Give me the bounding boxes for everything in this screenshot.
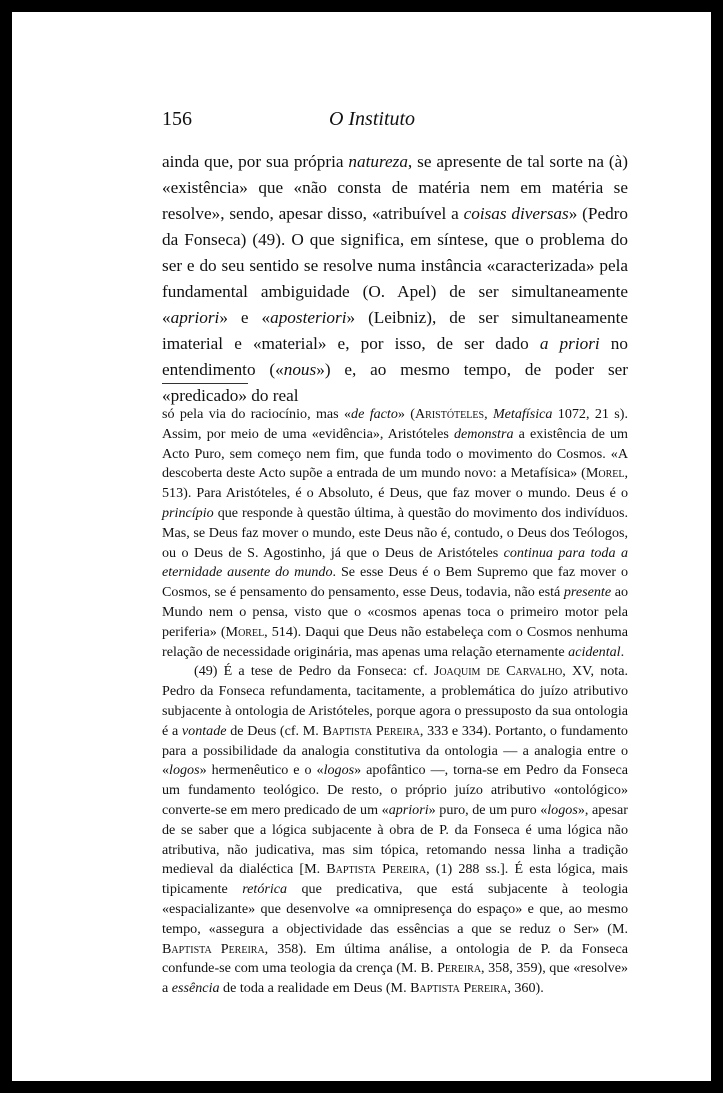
footnotes xyxy=(162,405,628,999)
footnote-48-continuation: só pela via do raciocínio, mas «de facto» (Aristóteles, Metafísica 1072, 21 s). Assim, por meio de uma «evidência», Aristóteles demonstra a existência de um Acto Puro, sem começo nem fim, que funda todo o movimento do Cosmos. «A descoberta deste Acto supõe a entrada de um mundo novo: a Metafísica» (Morel, 513). Para Aristóteles, é o Absoluto, é Deus, que faz mover o mundo. Deus é o princípio que responde à questão última, à questão do movimento dos indivíduos. Mas, se Deus faz mover o mundo, este Deus não é, contudo, o Deus dos Teólogos, ou o Deus de S. Agostinho, já que o Deus de Aristóteles continua para toda a eternidade ausente do mundo. Se esse Deus é o Bem Supremo que faz mover o Cosmos, se é pensamento do pensamento, esse Deus, todavia, não está presente ao Mundo nem o pensa, visto que o «cosmos apenas toca o primeiro motor pela periferia» (Morel, 514). Daqui que Deus não estabeleça com o Cosmos nenhuma relação de necessidade originária, mas apenas uma relação eternamente acidental. xyxy=(162,406,628,660)
footnote-49: (49) É a tese de Pedro da Fonseca: cf. Joaquim de Carvalho, XV, nota. Pedro da Fonseca refundamenta, tacitamente, a problemática do juízo atributivo subjacente à ontologia de Aristóteles, porque agora o pressuposto da sua ontologia é a vontade de Deus (cf. M. Baptista Pereira, 333 e 334). Portanto, o fundamento para a possibilidade da analogia constitutiva da ontologia — a analogia entre o «logos» hermenêutico e o «logos» apofântico —, torna-se em Pedro da Fonseca um fundamento teológico. De resto, o próprio juízo atributivo «ontológico» converte-se em mero predicado de um «apriori» puro, de um puro «logos», apesar de se saber que a lógica subjacente à obra de P. da Fonseca é uma lógica não atributiva, não judicativa, mas sim tópica, retomando nessa linha a tradição medieval da dialéctica [M. Baptista Pereira, (1) 288 ss.]. É esta lógica, mais tipicamente retórica que predicativa, que está subjacente à teologia «espacializante» que desenvolve «a omnipresença do espaço» e que, ao mesmo tempo, «assegura a objectividade das essências a que se reduz o Ser» (M. Baptista Pereira, 358). Em última análise, a ontologia de P. da Fonseca confunde-se com uma teologia da crença (M. B. Pereira, 358, 359), que «resolve» a essência de toda a realidade em Deus (M. Baptista Pereira, 360). xyxy=(162,663,629,997)
running-title: O Instituto xyxy=(328,108,416,130)
page-header xyxy=(162,108,582,138)
footnote-separator xyxy=(162,383,248,384)
book-page xyxy=(12,12,711,1081)
page-number: 156 xyxy=(162,108,192,130)
main-paragraph: ainda que, por sua própria natureza, se apresente de tal sorte na (à) «existência» que «não consta de matéria nem em matéria se resolve», sendo, apesar disso, «atribuível a coisas diversas» (Pedro da Fonseca) (49). O que significa, em síntese, que o problema do ser e do seu sentido se resolve numa instância «caracterizada» pela fundamental ambiguidade (O. Apel) de ser simultaneamente «apriori» e «aposteriori» (Leibniz), de ser simultaneamente imaterial e «material» e, por isso, de ser dado a priori no entendimento («nous») e, ao mesmo tempo, de poder ser «predicado» do real xyxy=(162,152,628,405)
